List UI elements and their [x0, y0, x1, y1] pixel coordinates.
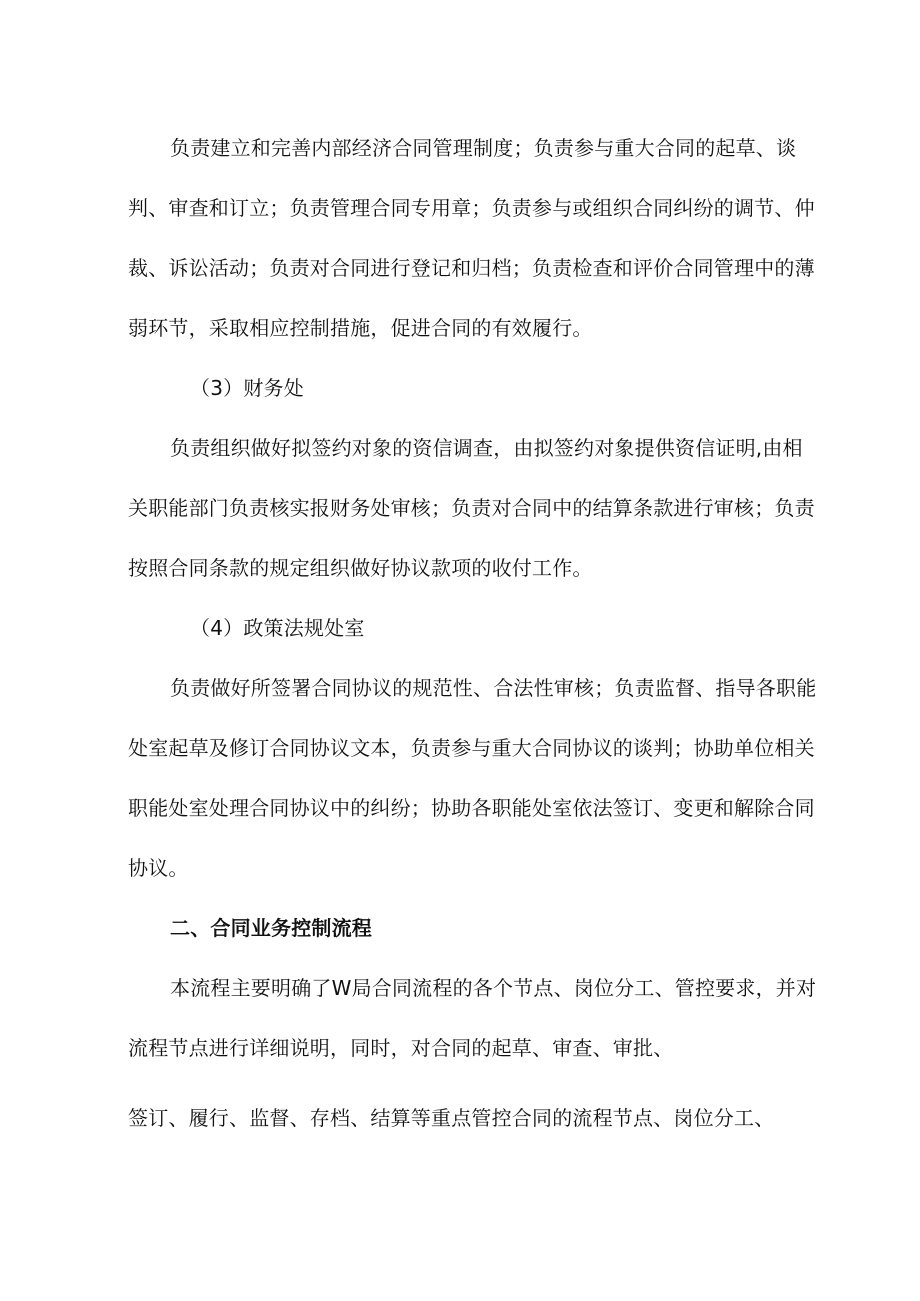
paragraph-line-7: 按照合同条款的规定组织做好协议款项的收付工作。	[128, 556, 593, 580]
paragraph-line-6: 关职能部门负责核实报财务处审核；负责对合同中的结算条款进行审核；负责	[128, 496, 815, 520]
paragraph-line-8: 负责做好所签署合同协议的规范性、合法性审核；负责监督、指导各职能	[170, 676, 817, 700]
section-heading-finance: （3）财务处	[190, 376, 304, 400]
paragraph-line-11: 协议。	[128, 856, 189, 880]
paragraph-line-14: 签订、履行、监督、存档、结算等重点管控合同的流程节点、岗位分工、	[128, 1106, 775, 1130]
chapter-heading: 二、合同业务控制流程	[170, 916, 372, 940]
paragraph-line-2: 判、审查和订立；负责管理合同专用章；负责参与或组织合同纠纷的调节、仲	[128, 196, 815, 220]
paragraph-line-1: 负责建立和完善内部经济合同管理制度；负责参与重大合同的起草、谈	[170, 136, 797, 160]
section-heading-policy: （4）政策法规处室	[190, 616, 365, 640]
paragraph-line-13: 流程节点进行详细说明，同时，对合同的起草、审查、审批、	[128, 1036, 674, 1060]
paragraph-line-5: 负责组织做好拟签约对象的资信调查，由拟签约对象提供资信证明,由相	[170, 436, 803, 460]
paragraph-line-9: 处室起草及修订合同协议文本，负责参与重大合同协议的谈判；协助单位相关	[128, 736, 815, 760]
paragraph-line-3: 裁、诉讼活动；负责对合同进行登记和归档；负责检查和评价合同管理中的薄	[128, 256, 815, 280]
paragraph-line-12: 本流程主要明确了W局合同流程的各个节点、岗位分工、管控要求，并对	[170, 976, 817, 1000]
paragraph-line-4: 弱环节，采取相应控制措施，促进合同的有效履行。	[128, 316, 593, 340]
paragraph-line-10: 职能处室处理合同协议中的纠纷；协助各职能处室依法签订、变更和解除合同	[128, 796, 815, 820]
